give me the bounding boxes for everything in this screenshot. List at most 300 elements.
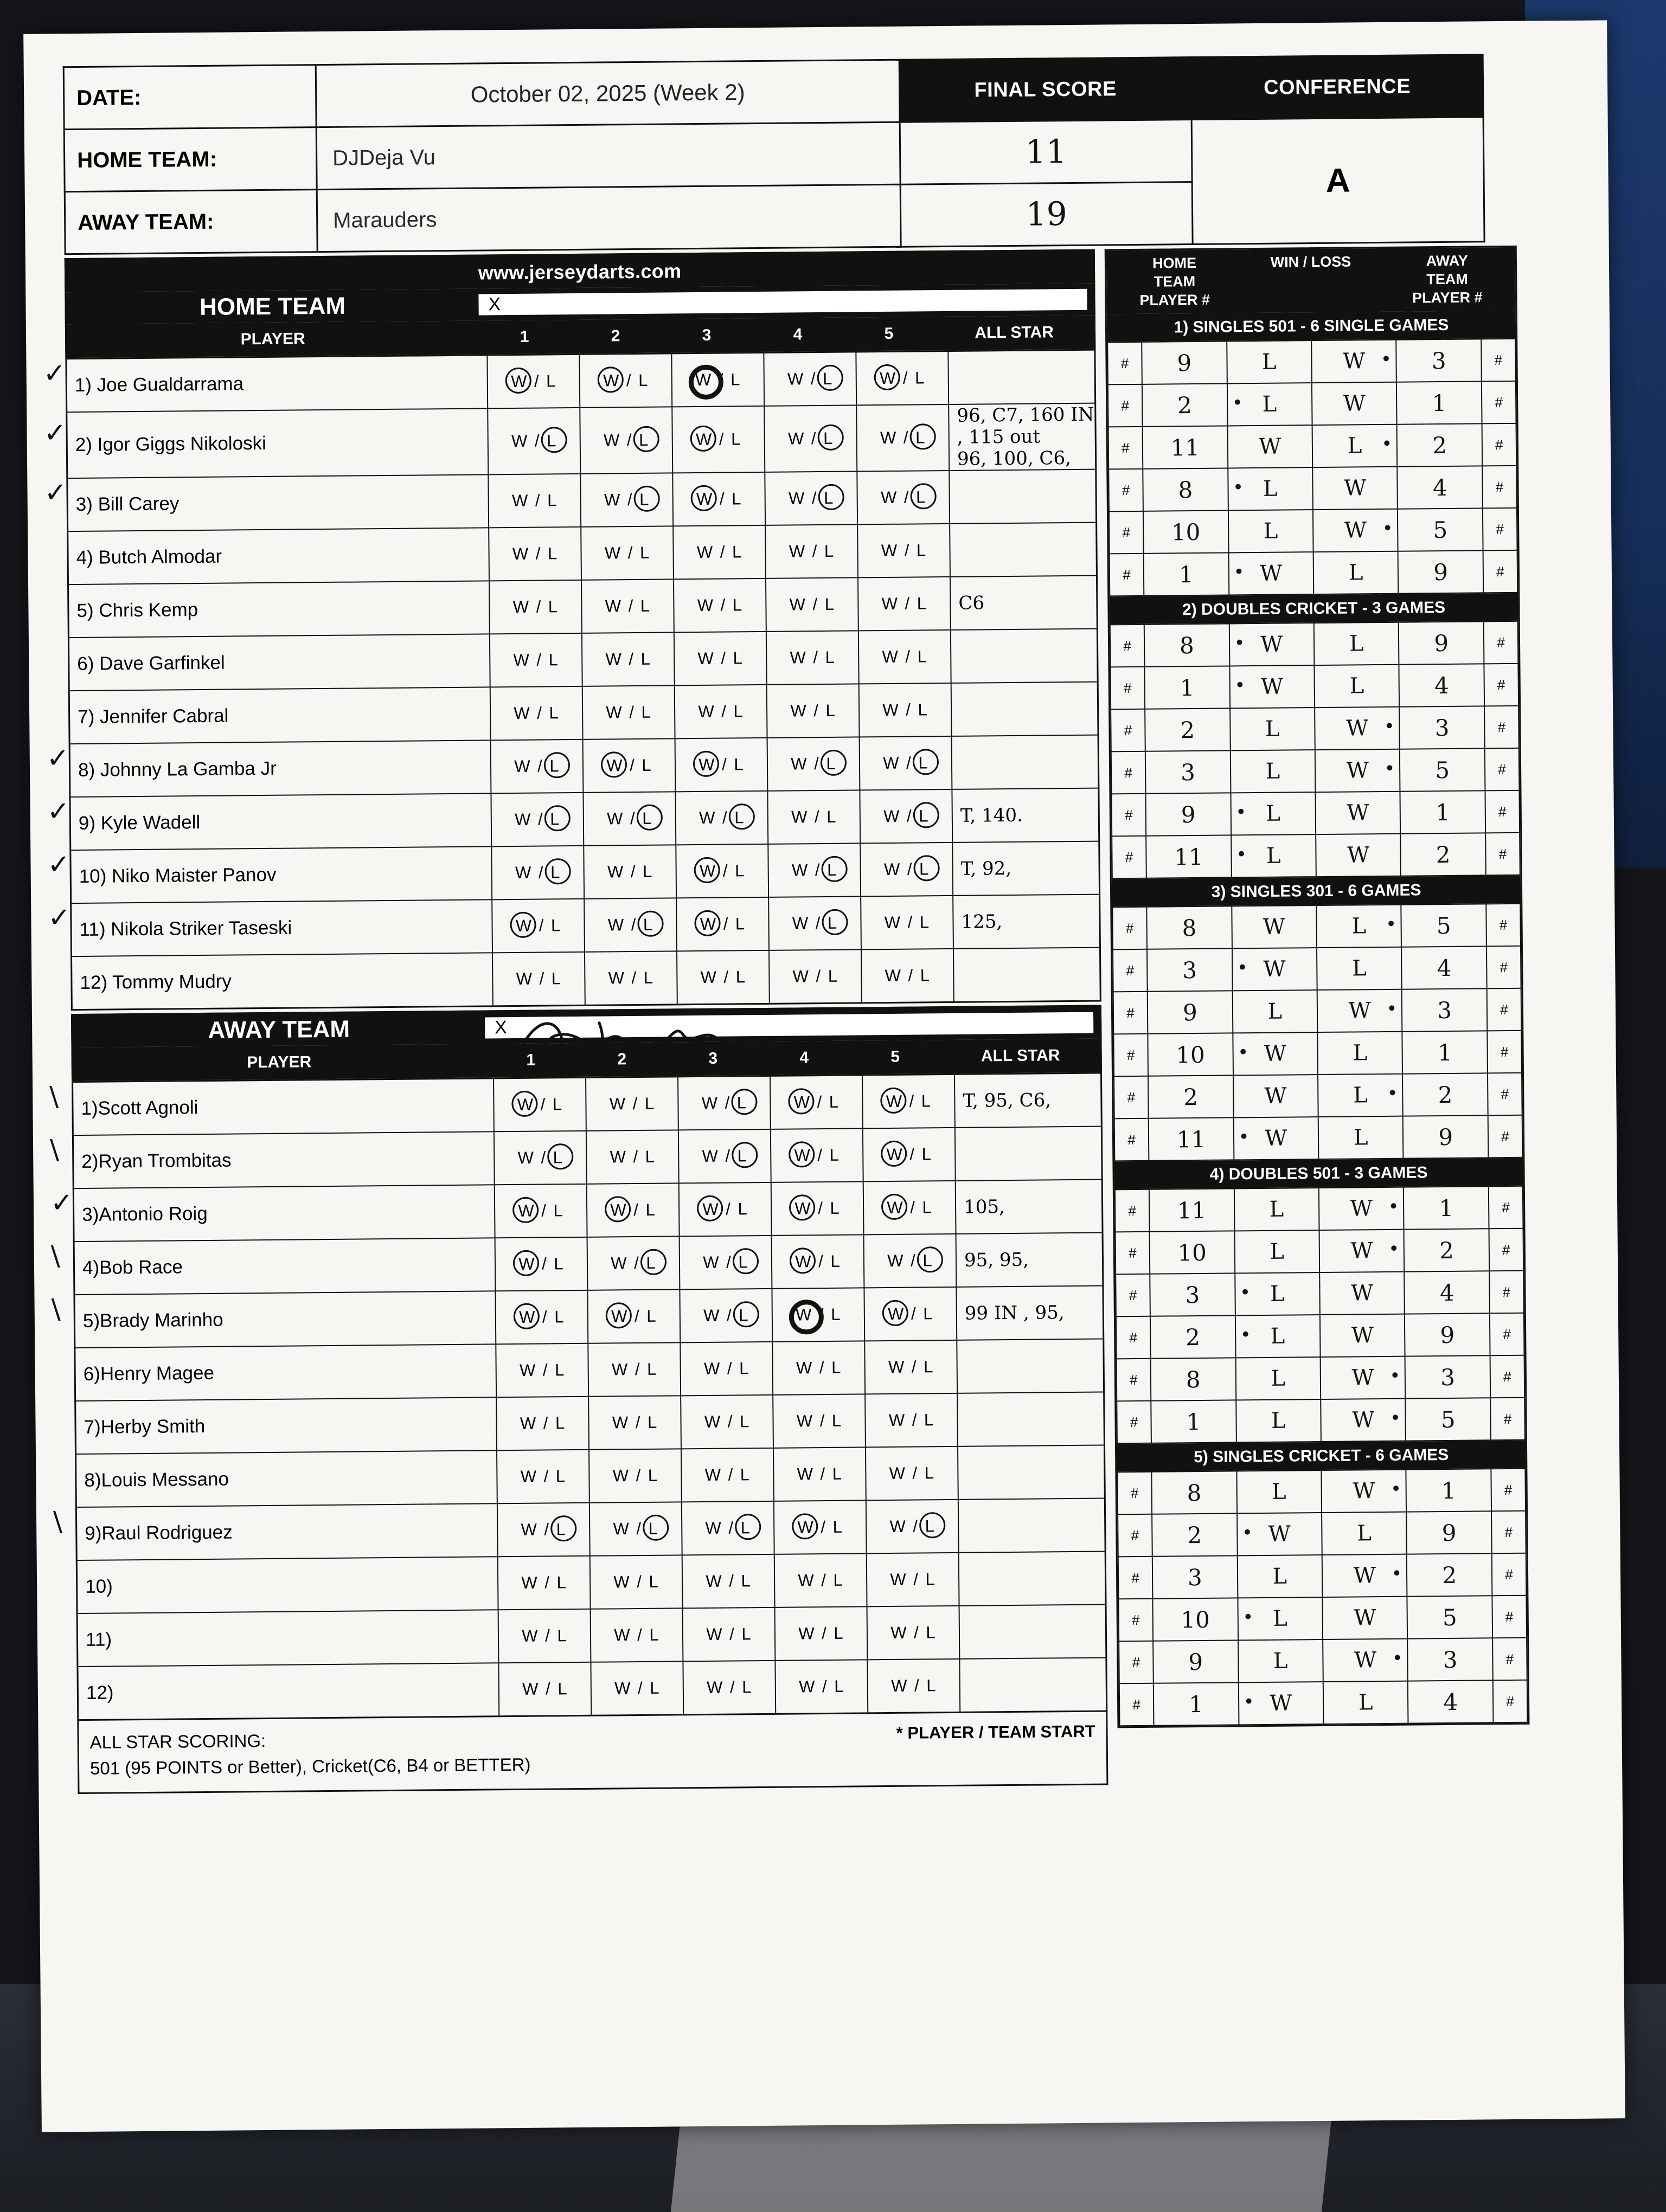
away-result[interactable]: L: [1314, 622, 1399, 665]
mark-w[interactable]: W: [511, 431, 528, 451]
away-player-number[interactable]: 2: [1407, 1554, 1492, 1597]
table-row[interactable]: [1108, 423, 1517, 470]
mark-w[interactable]: W: [882, 700, 899, 720]
home-result[interactable]: • L: [1227, 383, 1312, 426]
home-result[interactable]: L: [1230, 708, 1315, 750]
home-player-number[interactable]: 1: [1145, 666, 1230, 709]
player-name-cell[interactable]: [49, 1078, 494, 1135]
mark-w[interactable]: W: [878, 369, 898, 388]
mark-l[interactable]: L: [924, 1463, 935, 1483]
mark-l[interactable]: L: [832, 1517, 843, 1536]
table-row[interactable]: [73, 1073, 1102, 1135]
game-3-cell[interactable]: W / L: [677, 950, 770, 1005]
game-3-cell[interactable]: W / L: [674, 578, 766, 632]
away-result[interactable]: W •: [1319, 1230, 1405, 1272]
mark-w[interactable]: W: [701, 1093, 719, 1113]
game-5-cell[interactable]: W / L: [866, 1446, 958, 1500]
away-result[interactable]: W •: [1321, 1470, 1406, 1513]
table-row[interactable]: [66, 350, 1095, 412]
mark-w[interactable]: W: [512, 544, 529, 563]
game-4-cell[interactable]: W / L: [767, 790, 860, 844]
game-5-cell[interactable]: W / L: [860, 789, 952, 843]
mark-w[interactable]: W: [790, 648, 806, 667]
away-result[interactable]: L •: [1318, 1074, 1403, 1117]
mark-l[interactable]: L: [826, 914, 840, 933]
mark-w[interactable]: W: [798, 1677, 816, 1696]
mark-w[interactable]: W: [694, 430, 714, 449]
game-3-cell[interactable]: W / L: [679, 1182, 772, 1236]
mark-w[interactable]: W: [604, 543, 621, 563]
mark-l[interactable]: L: [733, 808, 746, 827]
game-1-cell[interactable]: W / L: [491, 846, 584, 899]
game-1-cell[interactable]: W / L: [496, 1397, 589, 1450]
mark-l[interactable]: L: [914, 487, 928, 507]
mark-w[interactable]: W: [521, 1520, 538, 1539]
player-name-cell[interactable]: [47, 846, 492, 903]
mark-l[interactable]: L: [549, 703, 559, 723]
game-1-cell[interactable]: W / L: [489, 580, 582, 634]
all-star-cell[interactable]: [957, 1339, 1104, 1393]
mark-l[interactable]: L: [554, 1360, 565, 1380]
mark-w[interactable]: W: [883, 753, 900, 773]
all-star-cell[interactable]: 105,: [956, 1180, 1103, 1234]
game-2-cell[interactable]: W / L: [586, 1130, 679, 1184]
mark-w[interactable]: W: [798, 1571, 815, 1590]
game-1-cell[interactable]: W / L: [498, 1662, 591, 1716]
mark-w[interactable]: W: [605, 756, 625, 775]
mark-l[interactable]: L: [557, 1626, 567, 1645]
mark-w[interactable]: W: [793, 1252, 813, 1271]
mark-w[interactable]: W: [881, 594, 899, 614]
game-3-cell[interactable]: W / L: [673, 525, 766, 579]
mark-w[interactable]: W: [706, 1624, 723, 1644]
game-2-cell[interactable]: W / L: [586, 1077, 678, 1131]
away-result[interactable]: W •: [1319, 1187, 1404, 1230]
mark-w[interactable]: W: [789, 595, 806, 614]
mark-w[interactable]: W: [605, 596, 622, 616]
mark-l[interactable]: L: [548, 597, 559, 616]
away-result[interactable]: W: [1319, 1272, 1405, 1315]
player-name-cell[interactable]: [53, 1503, 497, 1560]
home-player-number[interactable]: 10: [1148, 1033, 1233, 1076]
game-5-cell[interactable]: W / L: [859, 683, 952, 737]
mark-w[interactable]: W: [697, 595, 714, 615]
away-player-number[interactable]: 3: [1405, 1356, 1490, 1399]
mark-w[interactable]: W: [694, 370, 714, 390]
mark-l[interactable]: L: [825, 700, 836, 720]
mark-w[interactable]: W: [792, 967, 810, 986]
mark-w[interactable]: W: [699, 915, 719, 934]
game-4-cell[interactable]: W / L: [767, 684, 860, 737]
table-row[interactable]: [1107, 339, 1516, 385]
table-row[interactable]: [1118, 1553, 1527, 1599]
mark-l[interactable]: L: [731, 429, 741, 449]
mark-l[interactable]: L: [552, 1148, 565, 1167]
mark-w[interactable]: W: [607, 915, 625, 935]
game-5-cell[interactable]: W / L: [864, 1340, 957, 1394]
away-result[interactable]: W: [1320, 1314, 1405, 1357]
game-4-cell[interactable]: W / L: [772, 1234, 864, 1288]
player-name-cell[interactable]: [78, 1663, 499, 1720]
home-player-number[interactable]: 3: [1145, 751, 1231, 794]
mark-l[interactable]: L: [555, 1413, 566, 1433]
game-4-cell[interactable]: W / L: [773, 1447, 866, 1501]
game-2-cell[interactable]: W / L: [589, 1449, 682, 1502]
game-4-cell[interactable]: W / L: [771, 1181, 864, 1235]
game-5-cell[interactable]: W / L: [864, 1287, 957, 1341]
mark-w[interactable]: W: [613, 1572, 630, 1592]
game-3-cell[interactable]: W / L: [675, 738, 768, 792]
game-5-cell[interactable]: W / L: [858, 577, 951, 631]
game-4-cell[interactable]: W / L: [772, 1341, 865, 1394]
game-2-cell[interactable]: W / L: [587, 1236, 680, 1290]
game-2-cell[interactable]: W / L: [585, 951, 677, 1005]
mark-w[interactable]: W: [703, 1252, 720, 1272]
home-player-number[interactable]: 1: [1151, 1400, 1236, 1443]
mark-w[interactable]: W: [704, 1412, 721, 1431]
mark-w[interactable]: W: [701, 1200, 721, 1219]
mark-w[interactable]: W: [610, 1307, 630, 1326]
away-player-number[interactable]: 3: [1400, 706, 1485, 749]
mark-l[interactable]: L: [924, 1410, 934, 1430]
table-row[interactable]: [1117, 1469, 1526, 1515]
game-3-cell[interactable]: W / L: [676, 844, 768, 898]
game-5-cell[interactable]: W / L: [867, 1606, 960, 1660]
home-result[interactable]: • W: [1238, 1682, 1323, 1725]
game-2-cell[interactable]: W / L: [588, 1396, 681, 1449]
mark-l[interactable]: L: [739, 1359, 749, 1378]
home-player-number[interactable]: 10: [1150, 1231, 1235, 1274]
away-player-number[interactable]: 1: [1406, 1469, 1491, 1512]
mark-l[interactable]: L: [922, 1198, 932, 1217]
mark-l[interactable]: L: [918, 700, 928, 719]
table-row[interactable]: [69, 682, 1098, 744]
game-3-cell[interactable]: W / L: [675, 685, 767, 738]
mark-w[interactable]: W: [790, 701, 807, 721]
mark-w[interactable]: W: [514, 916, 534, 936]
table-row[interactable]: [68, 523, 1097, 585]
game-1-cell[interactable]: W / L: [497, 1450, 589, 1503]
mark-l[interactable]: L: [825, 647, 836, 667]
away-player-number[interactable]: 1: [1400, 791, 1485, 834]
away-result[interactable]: W •: [1315, 749, 1400, 792]
mark-w[interactable]: W: [697, 648, 714, 668]
home-player-number[interactable]: 8: [1144, 624, 1229, 667]
mark-l[interactable]: L: [832, 1464, 843, 1483]
mark-l[interactable]: L: [828, 966, 838, 986]
game-2-cell[interactable]: W / L: [582, 632, 675, 686]
mark-l[interactable]: L: [555, 1467, 566, 1486]
game-5-cell[interactable]: W / L: [857, 471, 950, 524]
home-result[interactable]: • L: [1235, 1272, 1320, 1315]
mark-l[interactable]: L: [830, 1251, 841, 1271]
away-result[interactable]: W •: [1321, 1399, 1406, 1442]
mark-w[interactable]: W: [797, 1464, 814, 1484]
mark-l[interactable]: L: [554, 1254, 564, 1274]
mark-l[interactable]: L: [643, 968, 654, 987]
mark-l[interactable]: L: [644, 1253, 658, 1273]
all-star-cell[interactable]: T, 92,: [952, 841, 1099, 896]
game-2-cell[interactable]: W / L: [583, 792, 676, 845]
mark-l[interactable]: L: [918, 859, 931, 879]
mark-w[interactable]: W: [794, 1305, 814, 1324]
home-player-number[interactable]: 9: [1148, 991, 1233, 1034]
away-player-number[interactable]: 9: [1403, 1116, 1488, 1159]
away-player-number[interactable]: 2: [1402, 1073, 1488, 1116]
all-star-cell[interactable]: C6: [950, 576, 1097, 630]
mark-w[interactable]: W: [517, 1148, 535, 1167]
mark-w[interactable]: W: [796, 1411, 813, 1431]
game-1-cell[interactable]: W / L: [492, 952, 585, 1006]
game-2-cell[interactable]: W / L: [582, 685, 675, 739]
table-row[interactable]: [1108, 466, 1517, 512]
mark-w[interactable]: W: [706, 1571, 722, 1591]
table-row[interactable]: [67, 470, 1097, 532]
home-player-number[interactable]: 1: [1154, 1683, 1239, 1726]
table-row[interactable]: [1116, 1313, 1524, 1359]
away-player-number[interactable]: 2: [1397, 424, 1482, 467]
mark-l[interactable]: L: [647, 1519, 661, 1539]
game-1-cell[interactable]: W / L: [491, 740, 584, 793]
game-4-cell[interactable]: W / L: [774, 1553, 867, 1607]
home-player-number[interactable]: 8: [1151, 1358, 1236, 1401]
mark-l[interactable]: L: [923, 1357, 934, 1377]
mark-w[interactable]: W: [605, 650, 623, 669]
away-result[interactable]: L: [1313, 551, 1399, 594]
table-row[interactable]: [1119, 1638, 1527, 1684]
mark-l[interactable]: L: [545, 431, 559, 451]
game-5-cell[interactable]: W / L: [856, 351, 949, 405]
away-player-number[interactable]: 9: [1405, 1314, 1490, 1356]
player-name-cell[interactable]: [76, 1450, 497, 1507]
game-2-cell[interactable]: W / L: [587, 1183, 680, 1237]
mark-l[interactable]: L: [831, 1304, 841, 1324]
mark-l[interactable]: L: [645, 1200, 656, 1219]
mark-l[interactable]: L: [558, 1679, 568, 1699]
home-player-number[interactable]: 3: [1150, 1274, 1235, 1316]
table-row[interactable]: [1114, 1115, 1523, 1161]
home-player-number[interactable]: 11: [1149, 1118, 1234, 1161]
table-row[interactable]: [1114, 1073, 1522, 1119]
mark-l[interactable]: L: [824, 754, 838, 774]
mark-w[interactable]: W: [614, 1679, 631, 1698]
home-player-number[interactable]: 2: [1148, 1076, 1233, 1118]
mark-w[interactable]: W: [612, 1413, 629, 1432]
away-player-number[interactable]: 2: [1401, 833, 1486, 876]
home-player-number[interactable]: 2: [1145, 709, 1230, 751]
home-result[interactable]: L: [1236, 1470, 1322, 1513]
mark-l[interactable]: L: [733, 702, 744, 721]
game-5-cell[interactable]: W / L: [861, 896, 953, 949]
mark-w[interactable]: W: [609, 1094, 626, 1114]
away-player-number[interactable]: 5: [1398, 509, 1483, 551]
mark-l[interactable]: L: [646, 1306, 657, 1326]
mark-l[interactable]: L: [547, 491, 558, 510]
mark-w[interactable]: W: [788, 488, 805, 508]
game-3-cell[interactable]: W / L: [682, 1554, 775, 1608]
mark-l[interactable]: L: [638, 370, 649, 390]
game-1-cell[interactable]: W / L: [494, 1131, 587, 1185]
mark-w[interactable]: W: [793, 1199, 813, 1218]
mark-l[interactable]: L: [735, 914, 746, 934]
mark-w[interactable]: W: [509, 372, 529, 391]
table-row[interactable]: [1108, 381, 1516, 427]
away-player-number[interactable]: 9: [1399, 622, 1484, 665]
game-5-cell[interactable]: W / L: [865, 1393, 958, 1447]
game-5-cell[interactable]: W / L: [860, 736, 952, 790]
home-player-number[interactable]: 9: [1153, 1641, 1238, 1683]
mark-w[interactable]: W: [697, 755, 717, 775]
game-3-cell[interactable]: W / L: [678, 1129, 771, 1183]
away-result[interactable]: L: [1323, 1681, 1408, 1724]
game-2-cell[interactable]: W / L: [590, 1555, 683, 1609]
mark-w[interactable]: W: [607, 862, 624, 882]
mark-l[interactable]: L: [822, 429, 835, 448]
table-row[interactable]: [1113, 946, 1521, 992]
game-1-cell[interactable]: W / L: [487, 354, 580, 408]
all-star-cell[interactable]: [957, 1392, 1104, 1446]
mark-l[interactable]: L: [917, 753, 930, 773]
table-row[interactable]: [1112, 904, 1521, 950]
all-star-cell[interactable]: [959, 1658, 1106, 1713]
table-row[interactable]: [1110, 664, 1518, 710]
mark-w[interactable]: W: [606, 703, 623, 722]
mark-l[interactable]: L: [833, 1570, 843, 1590]
away-result[interactable]: L •: [1316, 905, 1401, 948]
mark-l[interactable]: L: [736, 1252, 750, 1272]
all-star-cell[interactable]: [959, 1552, 1106, 1606]
mark-w[interactable]: W: [608, 968, 625, 988]
home-result[interactable]: • W: [1229, 665, 1315, 708]
mark-l[interactable]: L: [826, 807, 837, 826]
mark-l[interactable]: L: [640, 809, 654, 828]
home-player-number[interactable]: 11: [1146, 835, 1231, 878]
away-result[interactable]: L: [1318, 1116, 1404, 1159]
away-result[interactable]: W: [1315, 792, 1400, 834]
mark-l[interactable]: L: [825, 860, 839, 880]
home-player-number[interactable]: 8: [1146, 906, 1232, 949]
game-5-cell[interactable]: W / L: [867, 1659, 960, 1713]
all-star-cell[interactable]: [948, 350, 1095, 404]
mark-l[interactable]: L: [637, 430, 651, 450]
away-player-number[interactable]: 9: [1398, 551, 1483, 594]
game-1-cell[interactable]: W / L: [488, 408, 580, 474]
game-3-cell[interactable]: W / L: [680, 1342, 773, 1396]
home-result[interactable]: L: [1237, 1555, 1322, 1598]
away-player-number[interactable]: 4: [1401, 947, 1486, 989]
mark-l[interactable]: L: [734, 861, 745, 880]
mark-w[interactable]: W: [704, 1465, 722, 1484]
mark-l[interactable]: L: [647, 1412, 658, 1432]
mark-w[interactable]: W: [601, 371, 621, 390]
table-row[interactable]: [73, 1127, 1102, 1189]
away-result[interactable]: W •: [1313, 509, 1398, 552]
home-result[interactable]: L: [1232, 990, 1317, 1033]
table-row[interactable]: [74, 1286, 1104, 1348]
mark-l[interactable]: L: [917, 647, 928, 666]
mark-l[interactable]: L: [551, 969, 562, 988]
mark-w[interactable]: W: [796, 1358, 813, 1378]
mark-l[interactable]: L: [742, 1677, 752, 1697]
away-result[interactable]: L: [1317, 947, 1402, 990]
away-result[interactable]: W: [1312, 467, 1398, 510]
player-name-cell[interactable]: [76, 1557, 498, 1613]
away-player-number[interactable]: 1: [1404, 1187, 1489, 1230]
mark-w[interactable]: W: [792, 914, 809, 933]
home-result[interactable]: • L: [1231, 834, 1316, 877]
mark-l[interactable]: L: [917, 806, 931, 826]
game-5-cell[interactable]: W / L: [862, 1074, 955, 1128]
mark-w[interactable]: W: [614, 1625, 631, 1645]
table-row[interactable]: [1111, 748, 1520, 794]
game-4-cell[interactable]: W / L: [775, 1660, 868, 1714]
game-4-cell[interactable]: W / L: [775, 1606, 868, 1660]
mark-l[interactable]: L: [552, 1095, 563, 1114]
home-result[interactable]: • W: [1228, 552, 1313, 595]
game-5-cell[interactable]: W / L: [860, 843, 953, 896]
mark-l[interactable]: L: [644, 1094, 655, 1113]
game-4-cell[interactable]: W / L: [768, 896, 861, 950]
mark-l[interactable]: L: [645, 1147, 656, 1166]
player-name-cell[interactable]: [68, 581, 490, 638]
mark-l[interactable]: L: [824, 541, 835, 561]
player-name-cell[interactable]: [51, 1291, 496, 1348]
away-result[interactable]: W •: [1311, 340, 1396, 383]
mark-w[interactable]: W: [514, 756, 531, 776]
game-4-cell[interactable]: W / L: [770, 1075, 863, 1129]
game-4-cell[interactable]: W / L: [774, 1500, 867, 1554]
mark-w[interactable]: W: [885, 1092, 905, 1111]
mark-l[interactable]: L: [916, 541, 927, 560]
mark-w[interactable]: W: [881, 541, 898, 561]
mark-w[interactable]: W: [885, 966, 902, 986]
mark-w[interactable]: W: [886, 1304, 906, 1324]
game-2-cell[interactable]: W / L: [584, 898, 677, 951]
home-player-number[interactable]: 8: [1143, 468, 1228, 511]
table-row[interactable]: [1111, 706, 1519, 752]
game-5-cell[interactable]: W / L: [864, 1234, 957, 1288]
away-result[interactable]: W •: [1321, 1356, 1406, 1399]
mark-l[interactable]: L: [915, 368, 925, 388]
home-player-number[interactable]: 10: [1153, 1598, 1238, 1641]
mark-w[interactable]: W: [511, 491, 529, 510]
game-1-cell[interactable]: W / L: [496, 1343, 588, 1397]
mark-w[interactable]: W: [522, 1626, 539, 1645]
away-result[interactable]: L: [1314, 665, 1399, 708]
table-row[interactable]: [1118, 1596, 1527, 1642]
game-4-cell[interactable]: W / L: [768, 843, 861, 897]
home-result[interactable]: • L: [1235, 1315, 1320, 1358]
table-row[interactable]: [68, 576, 1098, 638]
mark-w[interactable]: W: [610, 1147, 627, 1167]
game-5-cell[interactable]: W / L: [856, 404, 949, 471]
game-3-cell[interactable]: W / L: [672, 406, 765, 473]
game-4-cell[interactable]: W / L: [773, 1394, 866, 1448]
away-player-number[interactable]: 1: [1396, 382, 1482, 425]
game-1-cell[interactable]: W / L: [497, 1503, 590, 1557]
all-star-cell[interactable]: [958, 1499, 1105, 1553]
game-2-cell[interactable]: W / L: [588, 1342, 681, 1396]
mark-l[interactable]: L: [741, 1571, 751, 1591]
away-result[interactable]: W: [1316, 834, 1401, 877]
mark-l[interactable]: L: [926, 1676, 937, 1695]
home-player-number[interactable]: 3: [1147, 949, 1232, 992]
home-result[interactable]: • W: [1232, 948, 1317, 991]
mark-w[interactable]: W: [884, 912, 901, 933]
away-result[interactable]: W •: [1317, 989, 1402, 1032]
home-result[interactable]: • W: [1229, 623, 1314, 666]
mark-w[interactable]: W: [888, 1410, 906, 1430]
